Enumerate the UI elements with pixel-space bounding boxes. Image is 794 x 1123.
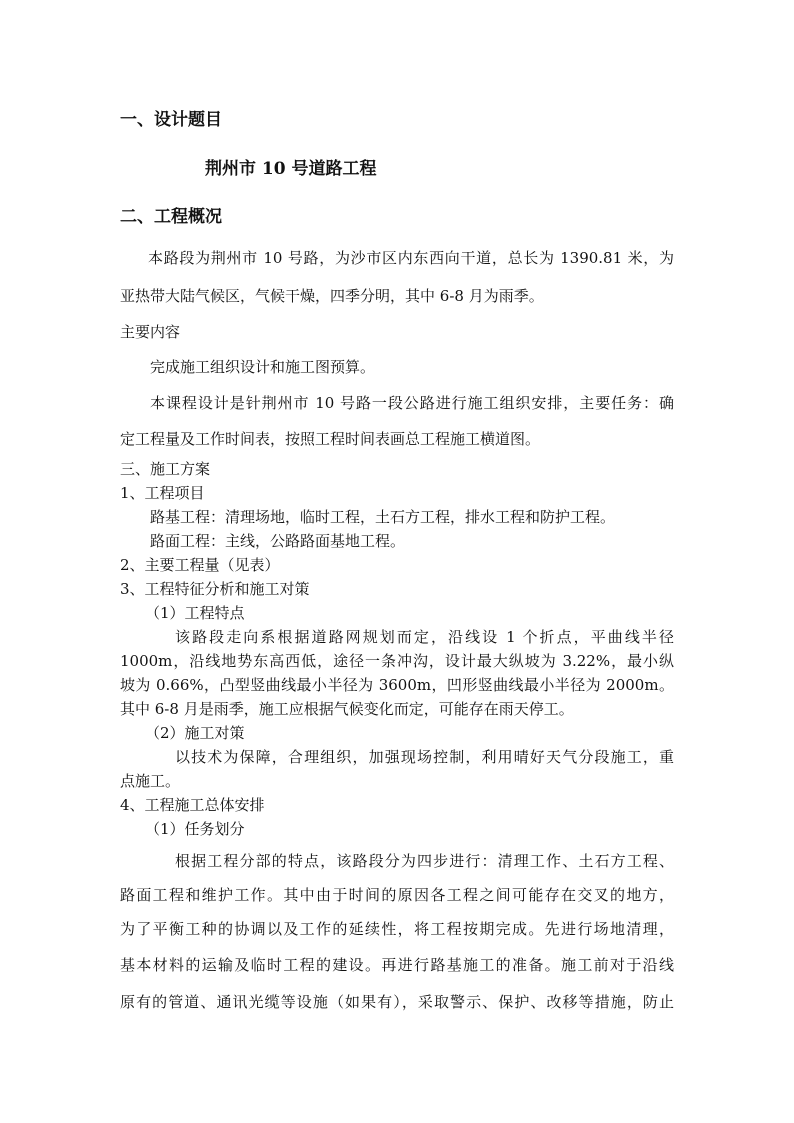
item3-sub1: （1）工程特点 <box>145 604 245 622</box>
overview-line-2: 亚热带大陆气候区，气候干燥，四季分明，其中 6-8 月为雨季。 <box>120 287 544 305</box>
item1-heading: 1、工程项目 <box>120 484 205 502</box>
content-line-1: 完成施工组织设计和施工图预算。 <box>150 358 376 376</box>
project-title: 荆州市 10 号道路工程 <box>205 159 377 179</box>
section3-heading: 三、施工方案 <box>120 460 211 478</box>
tasks-line-3: 为了平衡工种的协调以及工作的延续性，将工程按期完成。先进行场地清理， <box>120 920 674 938</box>
item1-pavement: 路面工程：主线，公路路面基地工程。 <box>150 532 406 550</box>
tasks-line-1: 根据工程分部的特点，该路段分为四步进行：清理工作、土石方工程、 <box>175 852 674 870</box>
item3-heading: 3、工程特征分析和施工对策 <box>120 580 310 598</box>
overview-line-1: 本路段为荆州市 10 号路，为沙市区内东西向干道，总长为 1390.81 米，为 <box>148 249 674 267</box>
item4-sub1: （1）任务划分 <box>145 820 245 838</box>
section2-heading: 二、工程概况 <box>120 207 222 227</box>
item3-sub2: （2）施工对策 <box>145 724 245 742</box>
tasks-line-4: 基本材料的运输及临时工程的建设。再进行路基施工的准备。施工前对于沿线 <box>120 956 674 974</box>
features-line-3: 坡为 0.66%，凸型竖曲线最小半径为 3600m，凹形竖曲线最小半径为 2000m。 <box>120 676 674 694</box>
section1-heading: 一、设计题目 <box>120 110 222 130</box>
item1-subgrade: 路基工程：清理场地，临时工程，土石方工程，排水工程和防护工程。 <box>150 508 616 526</box>
content-line-3: 定工程量及工作时间表，按照工程时间表画总工程施工横道图。 <box>120 430 541 448</box>
main-content-label: 主要内容 <box>120 323 181 341</box>
tasks-line-2: 路面工程和维护工作。其中由于时间的原因各工程之间可能存在交叉的地方， <box>120 886 674 904</box>
content-line-2: 本课程设计是针荆州市 10 号路一段公路进行施工组织安排，主要任务：确 <box>150 394 674 412</box>
tasks-line-5: 原有的管道、通讯光缆等设施（如果有），采取警示、保护、改移等措施，防止 <box>120 993 674 1011</box>
item2-heading: 2、主要工程量（见表） <box>120 556 280 574</box>
item4-heading: 4、工程施工总体安排 <box>120 796 265 814</box>
features-line-4: 其中 6-8 月是雨季，施工应根据气候变化而定，可能存在雨天停工。 <box>120 700 574 718</box>
measures-line-1: 以技术为保障，合理组织，加强现场控制，利用晴好天气分段施工，重 <box>175 748 674 766</box>
measures-line-2: 点施工。 <box>120 772 181 790</box>
features-line-2: 1000m，沿线地势东高西低，途径一条冲沟，设计最大纵坡为 3.22%，最小纵 <box>120 652 674 670</box>
features-line-1: 该路段走向系根据道路网规划而定，沿线设 1 个折点，平曲线半径 <box>175 628 674 646</box>
